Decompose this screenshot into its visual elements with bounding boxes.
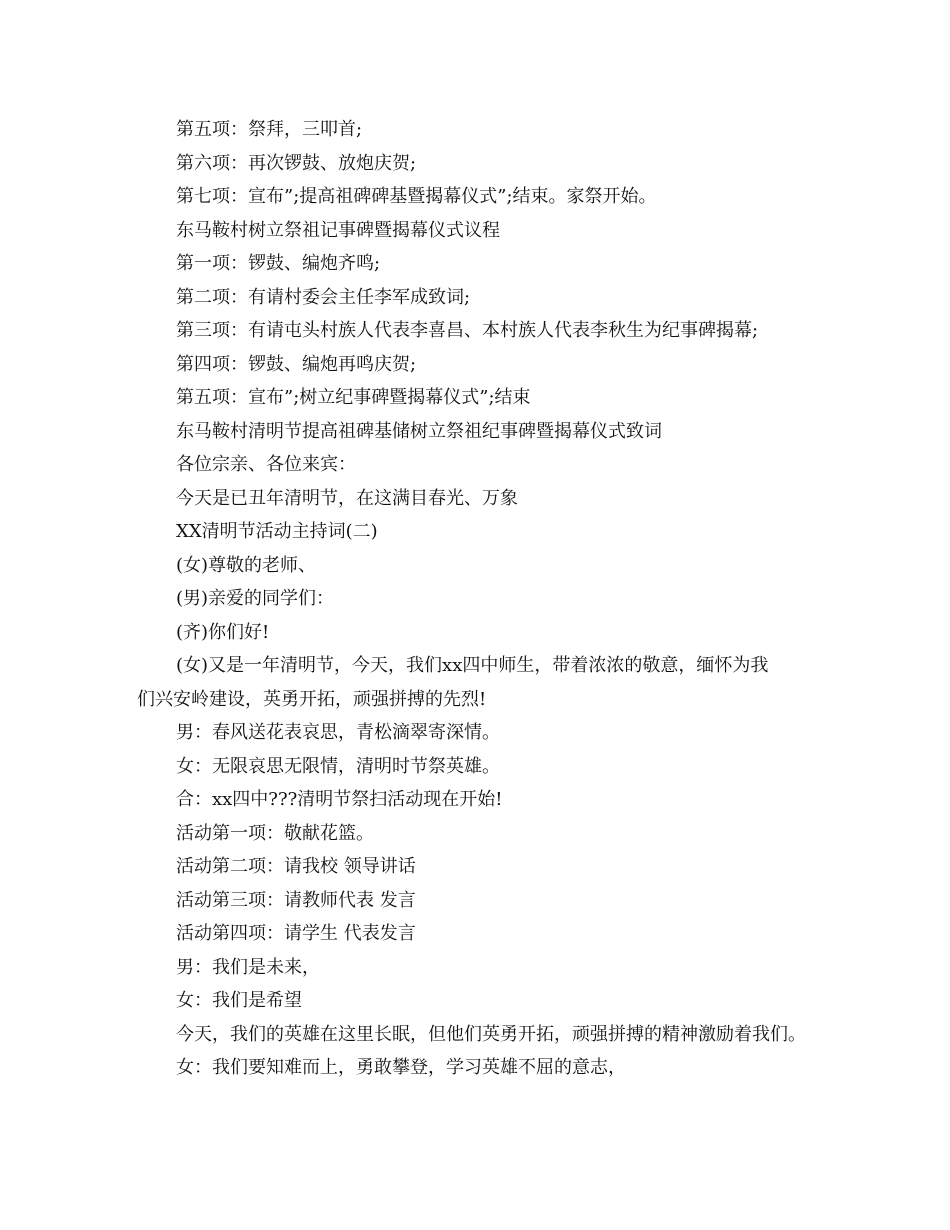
text-line: 第三项：有请屯头村族人代表李喜昌、本村族人代表李秋生为纪事碑揭幕; xyxy=(176,320,759,341)
section-heading: XX清明节活动主持词(二) xyxy=(176,521,378,542)
text-line: 女：无限哀思无限情，清明时节祭英雄。 xyxy=(176,755,500,777)
text-line: 活动第四项：请学生 代表发言 xyxy=(176,923,416,944)
text-line: 第七项：宣布”;提高祖碑碑基暨揭幕仪式”;结束。家祭开始。 xyxy=(176,186,657,207)
text-line: (女)又是一年清明节，今天，我们xx四中师生，带着浓浓的敬意，缅怀为我 xyxy=(176,655,769,676)
text-line: (齐)你们好! xyxy=(176,621,270,643)
text-line: (男)亲爱的同学们： xyxy=(176,588,335,609)
section-heading: 东马鞍村清明节提高祖碑基储树立祭祖纪事碑暨揭幕仪式致词 xyxy=(176,420,662,442)
section-heading: 东马鞍村树立祭祖记事碑暨揭幕仪式议程 xyxy=(176,219,500,241)
text-line: 男：春风送花表哀思，青松滴翠寄深情。 xyxy=(176,722,500,743)
text-line: 男：我们是未来， xyxy=(176,956,320,978)
text-line: 今天是已丑年清明节，在这满目春光、万象 xyxy=(176,487,518,509)
text-line: 第六项：再次锣鼓、放炮庆贺; xyxy=(176,152,417,174)
text-line: 活动第一项：敬献花篮。 xyxy=(176,822,374,844)
text-line: 第四项：锣鼓、编炮再鸣庆贺; xyxy=(176,353,417,375)
text-line: 第五项：祭拜，三叩首; xyxy=(176,119,363,140)
text-line: 各位宗亲、各位来宾： xyxy=(176,454,356,475)
text-line: 女：我们是希望 xyxy=(176,990,302,1011)
text-line: 第一项：锣鼓、编炮齐鸣; xyxy=(176,253,381,274)
text-line: 第五项：宣布”;树立纪事碑暨揭幕仪式”;结束 xyxy=(176,387,531,408)
text-line: 第二项：有请村委会主任李军成致词; xyxy=(176,286,471,308)
text-line-continuation: 们兴安岭建设，英勇开拓，顽强拼搏的先烈! xyxy=(137,688,487,710)
text-line: 活动第二项：请我校 领导讲话 xyxy=(176,856,416,877)
text-line: (女)尊敬的老师、 xyxy=(176,554,317,576)
text-line: 合：xx四中???清明节祭扫活动现在开始! xyxy=(176,789,503,810)
text-line: 女：我们要知难而上，勇敢攀登，学习英雄不屈的意志， xyxy=(176,1057,626,1078)
text-line: 今天，我们的英雄在这里长眠，但他们英勇开拓，顽强拼搏的精神激励着我们。 xyxy=(176,1023,806,1045)
document-body xyxy=(137,113,827,1085)
text-line: 活动第三项：请教师代表 发言 xyxy=(176,889,416,911)
